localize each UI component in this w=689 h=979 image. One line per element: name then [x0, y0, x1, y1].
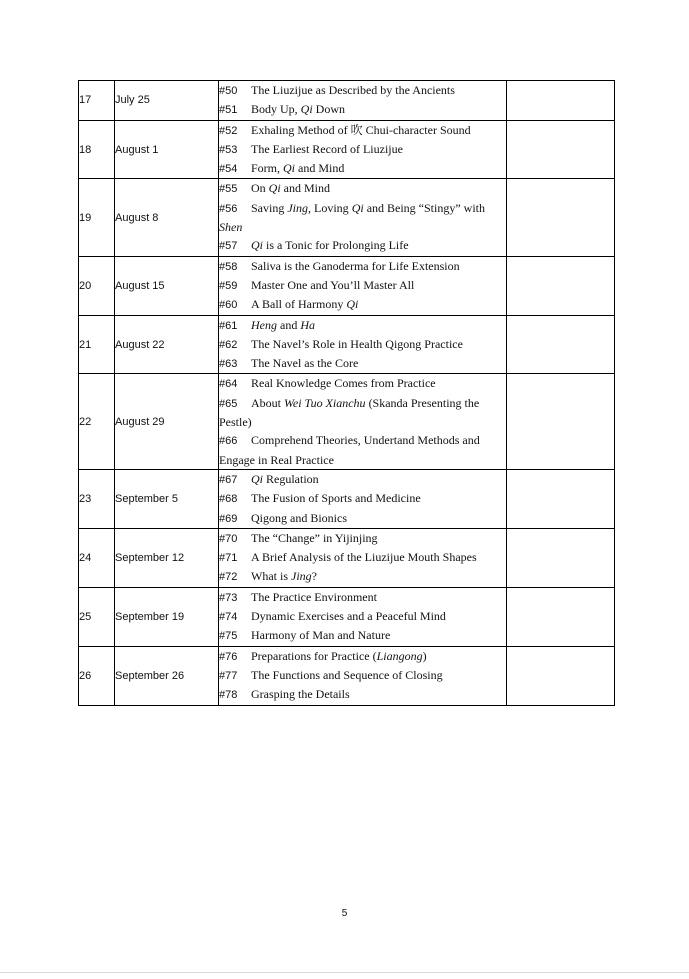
topics-cell: [219, 81, 507, 121]
topic-number: #50: [219, 85, 238, 97]
schedule-row: [79, 374, 615, 469]
topic-item: [219, 685, 506, 704]
topic-number: #62: [219, 338, 238, 351]
topic-title: Qi is a Tonic for Prolonging Life: [251, 238, 409, 253]
topic-title: Qigong and Bionics: [251, 510, 347, 525]
topic-item: [219, 374, 506, 393]
topic-title: About Wei Tuo Xianchu (Skanda Presenting the Pestle): [219, 395, 480, 430]
topic-title: Heng and Ha: [251, 317, 315, 332]
notes-cell: [507, 646, 615, 705]
topic-number: #71: [219, 552, 238, 565]
topic-item: [219, 140, 506, 159]
topic-item: [219, 431, 506, 469]
topic-title: The Liuzijue as Described by the Ancients: [251, 83, 455, 97]
topic-title: Saliva is the Ganoderma for Life Extension: [251, 258, 460, 273]
topics-cell: [219, 587, 507, 646]
week-number: 23: [79, 469, 115, 528]
topic-item: [219, 666, 506, 685]
topic-item: [219, 236, 506, 255]
topic-title: The “Change” in Yijinjing: [251, 530, 378, 545]
session-date: September 19: [115, 587, 219, 646]
schedule-row: [79, 469, 615, 528]
week-number: 20: [79, 256, 115, 315]
schedule-row: [79, 81, 615, 121]
topic-title: The Navel as the Core: [251, 356, 359, 371]
topic-number: #78: [219, 689, 238, 702]
topic-title: Preparations for Practice (Liangong): [251, 648, 427, 663]
schedule-row: [79, 587, 615, 646]
schedule-row: [79, 315, 615, 374]
topic-item: [219, 548, 506, 567]
topic-number: #69: [219, 512, 238, 525]
topic-number: #53: [219, 143, 238, 156]
topics-cell: [219, 256, 507, 315]
topic-number: #65: [219, 397, 238, 410]
topics-cell: [219, 374, 507, 469]
notes-cell: [507, 81, 615, 121]
topic-item: [219, 276, 506, 295]
week-number: 17: [79, 81, 115, 121]
topic-item: [219, 81, 506, 100]
topic-number: #64: [219, 378, 238, 391]
topic-title: The Practice Environment: [251, 589, 377, 604]
topic-item: [219, 567, 506, 586]
topic-number: #70: [219, 532, 238, 545]
topic-title: Qi Regulation: [251, 471, 319, 486]
schedule-body: [79, 81, 615, 706]
topic-number: #52: [219, 124, 238, 137]
week-number: 18: [79, 120, 115, 179]
topics-cell: [219, 179, 507, 256]
session-date: August 22: [115, 315, 219, 374]
topic-item: [219, 509, 506, 528]
week-number: 22: [79, 374, 115, 469]
topic-number: #59: [219, 279, 238, 292]
topic-item: [219, 335, 506, 354]
topic-number: #68: [219, 493, 238, 506]
topic-number: #57: [219, 240, 238, 253]
week-number: 24: [79, 528, 115, 587]
topic-number: #61: [219, 319, 238, 332]
topic-title: Dynamic Exercises and a Peaceful Mind: [251, 609, 446, 624]
topic-number: #75: [219, 630, 238, 643]
session-date: September 26: [115, 646, 219, 705]
topic-number: #55: [219, 183, 238, 196]
session-date: August 29: [115, 374, 219, 469]
session-date: September 5: [115, 469, 219, 528]
topic-item: [219, 199, 506, 237]
schedule-table: [78, 80, 615, 706]
topic-number: #74: [219, 611, 238, 624]
topic-item: [219, 316, 506, 335]
topic-title: A Ball of Harmony Qi: [251, 297, 359, 312]
week-number: 21: [79, 315, 115, 374]
topic-item: [219, 489, 506, 508]
topic-item: [219, 179, 506, 198]
notes-cell: [507, 374, 615, 469]
page-number: 5: [341, 908, 348, 919]
topic-title: Exhaling Method of 吹 Chui-character Sound: [251, 122, 471, 137]
notes-cell: [507, 256, 615, 315]
topic-number: #51: [219, 104, 238, 117]
topic-title: On Qi and Mind: [251, 181, 331, 196]
topic-title: The Earliest Record of Liuzijue: [251, 141, 403, 156]
session-date: August 8: [115, 179, 219, 256]
topic-title: Grasping the Details: [251, 687, 350, 702]
topic-item: [219, 159, 506, 178]
notes-cell: [507, 469, 615, 528]
topic-item: [219, 607, 506, 626]
topic-title: The Functions and Sequence of Closing: [251, 667, 443, 682]
topics-cell: [219, 469, 507, 528]
schedule-row: [79, 646, 615, 705]
session-date: August 1: [115, 120, 219, 179]
topic-number: #66: [219, 435, 238, 448]
topic-title: Body Up, Qi Down: [251, 102, 346, 117]
topic-title: Master One and You’ll Master All: [251, 277, 415, 292]
topic-number: #60: [219, 299, 238, 312]
topic-item: [219, 354, 506, 373]
topic-number: #56: [219, 202, 238, 215]
topic-title: The Fusion of Sports and Medicine: [251, 491, 421, 506]
week-number: 26: [79, 646, 115, 705]
topic-item: [219, 588, 506, 607]
topic-item: [219, 470, 506, 489]
topic-item: [219, 529, 506, 548]
page-edge-divider: [0, 972, 689, 973]
topic-title: Saving Jing, Loving Qi and Being “Stingy” with Shen: [219, 200, 486, 235]
topics-cell: [219, 315, 507, 374]
topic-number: #77: [219, 669, 238, 682]
session-date: September 12: [115, 528, 219, 587]
topic-title: Form, Qi and Mind: [251, 161, 345, 176]
topic-item: [219, 394, 506, 432]
topic-number: #54: [219, 163, 238, 176]
schedule-row: [79, 179, 615, 256]
schedule-row: [79, 528, 615, 587]
topics-cell: [219, 120, 507, 179]
topic-number: #73: [219, 591, 238, 604]
topic-item: [219, 626, 506, 645]
notes-cell: [507, 315, 615, 374]
topics-cell: [219, 528, 507, 587]
topic-item: [219, 295, 506, 314]
topic-number: #63: [219, 358, 238, 371]
topic-title: The Navel’s Role in Health Qigong Practice: [251, 336, 463, 351]
topic-item: [219, 257, 506, 276]
week-number: 19: [79, 179, 115, 256]
notes-cell: [507, 587, 615, 646]
topic-item: [219, 100, 506, 119]
session-date: August 15: [115, 256, 219, 315]
notes-cell: [507, 528, 615, 587]
topic-title: What is Jing?: [251, 569, 317, 584]
topics-cell: [219, 646, 507, 705]
session-date: July 25: [115, 81, 219, 121]
schedule-row: [79, 256, 615, 315]
topic-item: [219, 121, 506, 140]
topic-number: #72: [219, 571, 238, 584]
topic-title: Comprehend Theories, Undertand Methods and Engage in Real Practice: [219, 433, 480, 467]
notes-cell: [507, 120, 615, 179]
notes-cell: [507, 179, 615, 256]
week-number: 25: [79, 587, 115, 646]
topic-number: #67: [219, 473, 238, 486]
topic-item: [219, 647, 506, 666]
topic-title: Harmony of Man and Nature: [251, 628, 391, 643]
topic-title: Real Knowledge Comes from Practice: [251, 376, 436, 391]
topic-title: A Brief Analysis of the Liuzijue Mouth Shapes: [251, 550, 477, 565]
topic-number: #76: [219, 650, 238, 663]
topic-number: #58: [219, 260, 238, 273]
schedule-row: [79, 120, 615, 179]
